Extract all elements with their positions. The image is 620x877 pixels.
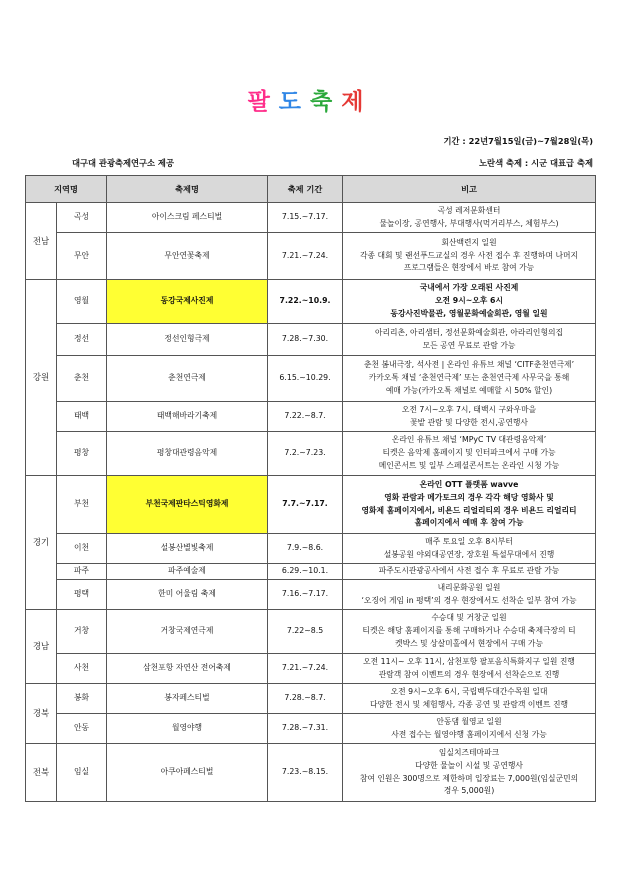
table-row (26, 280, 596, 324)
region-cell: 전북 (26, 744, 57, 802)
festival-name: 거창국제연극제 (107, 610, 268, 654)
festival-period: 7.21.~7.24. (268, 654, 343, 684)
festival-name: 춘천연극제 (107, 356, 268, 402)
city-cell: 곡성 (57, 203, 107, 233)
festival-period: 7.9.~8.6. (268, 534, 343, 564)
city-cell: 평택 (57, 580, 107, 610)
table-row (26, 534, 596, 564)
city-cell: 거창 (57, 610, 107, 654)
city-cell: 안동 (57, 714, 107, 744)
city-cell: 봉화 (57, 684, 107, 714)
festival-notes: 임실치즈테마파크 다양한 물놀이 시설 및 공연행사 참여 인원은 300명으로 제한하며 입장료는 7,000원(임실군민의 경우 5,000원) (343, 744, 596, 802)
city-cell: 평창 (57, 432, 107, 476)
festival-period: 7.28.~7.30. (268, 324, 343, 356)
festival-notes: 수승대 및 거창군 일원 티켓은 해당 홈페이지를 통해 구매하거나 수승대 축제극장의 티 켓박스 및 상살미홀에서 현장에서 구매 가능 (343, 610, 596, 654)
festival-name: 태백해바라기축제 (107, 402, 268, 432)
city-cell: 영월 (57, 280, 107, 324)
festival-name: 삼천포항 자연산 전어축제 (107, 654, 268, 684)
festival-name: 아이스크림 페스티벌 (107, 203, 268, 233)
festival-table (25, 175, 596, 802)
table-row (26, 654, 596, 684)
festival-name: 아쿠아페스티벌 (107, 744, 268, 802)
festival-name: 봉자페스티벌 (107, 684, 268, 714)
provider-text: 대구대 관광축제연구소 제공 (72, 158, 174, 168)
festival-notes: 아리리촌, 아리샘터, 정선문화예술회관, 아라리인형의집 모든 공연 무료로 관람 가능 (343, 324, 596, 356)
title-char: 팔 (247, 89, 279, 115)
city-cell: 이천 (57, 534, 107, 564)
festival-period: 6.29.~10.1. (268, 564, 343, 580)
festival-notes: 오전 9시~오후 6시, 국립백두대간수목원 일대 다양한 전시 및 체험행사, 각종 공연 및 관람객 이벤트 진행 (343, 684, 596, 714)
festival-name: 부천국제판타스틱영화제 (107, 476, 268, 534)
table-row (26, 432, 596, 476)
city-cell: 춘천 (57, 356, 107, 402)
region-cell: 경기 (26, 476, 57, 610)
page-title (0, 83, 620, 116)
festival-period: 7.22~8.5 (268, 610, 343, 654)
period-text: 기간 : 22년7월15일(금)~7월28일(목) (443, 136, 593, 146)
title-char: 축 (310, 89, 342, 115)
table-row (26, 564, 596, 580)
table-row (26, 684, 596, 714)
table-row (26, 402, 596, 432)
table-row (26, 203, 596, 233)
festival-notes: 국내에서 가장 오래된 사진제 오전 9시~오후 6시 동강사진박물관, 영월문화예술회관, 영월 일원 (343, 280, 596, 324)
festival-period: 7.16.~7.17. (268, 580, 343, 610)
festival-name: 월영야행 (107, 714, 268, 744)
festival-notes: 온라인 OTT 플랫폼 wavve 영화 관람과 메가토크의 경우 각각 해당 영화사 및 영화제 홈페이지에서, 비욘드 리얼리티의 경우 비욘드 리얼리티 홈페이지에서 예매 후 참여 가능 (343, 476, 596, 534)
festival-period: 7.28.~8.7. (268, 684, 343, 714)
festival-notes: 내리문화공원 일원 ‘오징어 게임 in 평택’의 경우 현장에서도 선착순 일부 참여 가능 (343, 580, 596, 610)
festival-name: 한미 어울림 축제 (107, 580, 268, 610)
city-cell: 부천 (57, 476, 107, 534)
table-row (26, 744, 596, 802)
table-row (26, 324, 596, 356)
table-row (26, 356, 596, 402)
festival-period: 7.21.~7.24. (268, 233, 343, 280)
region-cell: 경남 (26, 610, 57, 684)
table-row (26, 580, 596, 610)
festival-period: 7.22.~10.9. (268, 280, 343, 324)
festival-period: 7.23.~8.15. (268, 744, 343, 802)
festival-notes: 춘천 봄내극장, 석사전 | 온라인 유튜브 채널 ‘CITF춘천연극제’ 카카오톡 채널 ‘춘천연극제’ 또는 춘천연극제 사무국을 통해 예매 가능(카카오톡 채널로 예매할 시 50% 할인) (343, 356, 596, 402)
festival-name: 무안연꽃축제 (107, 233, 268, 280)
table-row (26, 610, 596, 654)
festival-period: 7.7.~7.17. (268, 476, 343, 534)
festival-notes: 회산백련지 일원 각종 대회 및 랜선푸드교실의 경우 사전 접수 후 진행하며 나머지 프로그램들은 현장에서 바로 참여 가능 (343, 233, 596, 280)
festival-period: 7.22.~8.7. (268, 402, 343, 432)
festival-name: 평창대관령음악제 (107, 432, 268, 476)
festival-notes: 온라인 유튜브 채널 ‘MPyC TV 대관령음악제’ 티켓은 음악제 홈페이지 및 인터파크에서 구매 가능 메인콘서트 및 일부 스페셜콘서트는 온라인 시청 가능 (343, 432, 596, 476)
festival-notes: 매주 토요일 오후 8시부터 설봉공원 야외대공연장, 장호원 특설무대에서 진행 (343, 534, 596, 564)
city-cell: 무안 (57, 233, 107, 280)
festival-period: 7.15.~7.17. (268, 203, 343, 233)
festival-notes: 오전 7시~오후 7시, 태백시 구와우마을 꽃밭 관람 및 다양한 전시,공연행사 (343, 402, 596, 432)
festival-notes: 안동댐 월영교 일원 사전 접수는 월영야행 홈페이지에서 신청 가능 (343, 714, 596, 744)
table-row (26, 233, 596, 280)
header-period: 축제 기간 (268, 176, 343, 203)
header-festival: 축제명 (107, 176, 268, 203)
legend-note: 노란색 축제 : 시군 대표급 축제 (479, 158, 593, 168)
city-cell: 태백 (57, 402, 107, 432)
city-cell: 파주 (57, 564, 107, 580)
festival-notes: 파주도시관광공사에서 사전 접수 후 무료로 관람 가능 (343, 564, 596, 580)
header-notes: 비고 (343, 176, 596, 203)
table-header-row (26, 176, 596, 203)
festival-name: 설봉산별빛축제 (107, 534, 268, 564)
region-cell: 강원 (26, 280, 57, 476)
festival-period: 7.28.~7.31. (268, 714, 343, 744)
title-char: 제 (341, 89, 373, 115)
table-row (26, 476, 596, 534)
festival-name: 정선인형극제 (107, 324, 268, 356)
festival-notes: 오전 11시~ 오후 11시, 삼천포항 팔포음식특화지구 일원 진행 관람객 참여 이벤트의 경우 현장에서 선착순으로 진행 (343, 654, 596, 684)
city-cell: 정선 (57, 324, 107, 356)
festival-period: 7.2.~7.23. (268, 432, 343, 476)
festival-name: 동강국제사진제 (107, 280, 268, 324)
city-cell: 사천 (57, 654, 107, 684)
festival-name: 파주예술제 (107, 564, 268, 580)
city-cell: 임실 (57, 744, 107, 802)
title-char: 도 (278, 89, 310, 115)
header-region: 지역명 (26, 176, 107, 203)
region-cell: 경북 (26, 684, 57, 744)
region-cell: 전남 (26, 203, 57, 280)
festival-period: 6.15.~10.29. (268, 356, 343, 402)
table-row (26, 714, 596, 744)
festival-notes: 곡성 레저문화센터 물놀이장, 공연행사, 부대행사(먹거리부스, 체험부스) (343, 203, 596, 233)
